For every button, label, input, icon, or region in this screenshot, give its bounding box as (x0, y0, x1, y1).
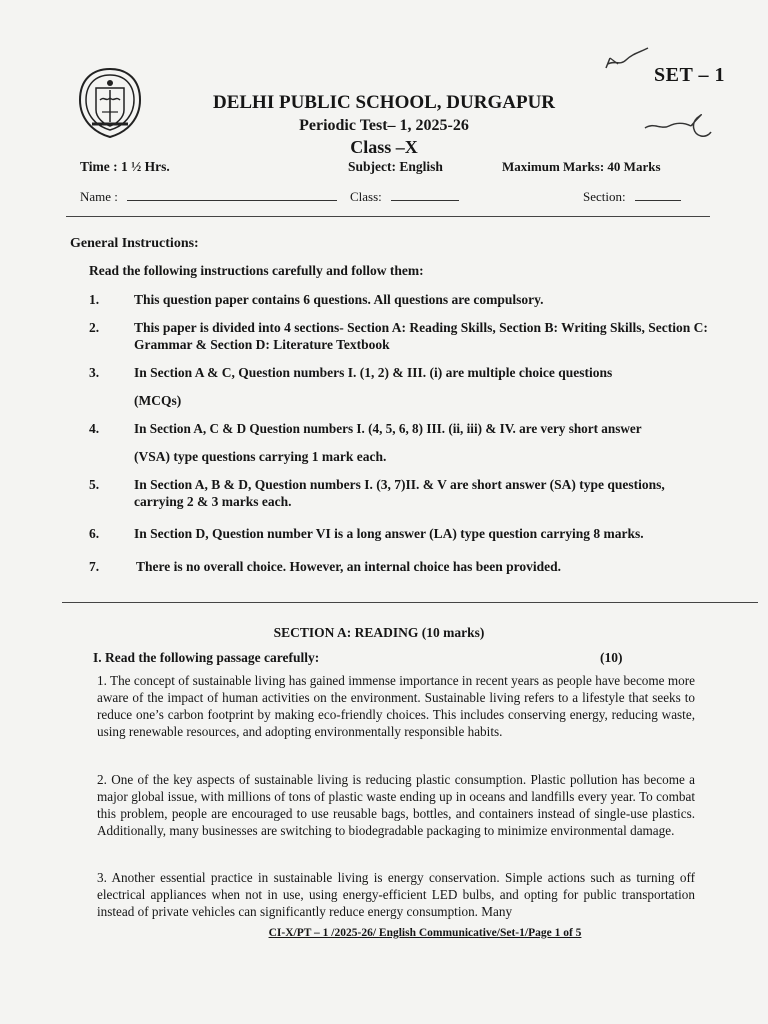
question-one-prompt: I. Read the following passage carefully: (93, 650, 320, 665)
instruction-number: 2. (89, 320, 100, 335)
passage-paragraph: 1. The concept of sustainable living has gained immense importance in recent years as people have become more aware of the impact of human activities on the environment. Sustainable living refers to a lifestyle that seeks to reduce one’s carbon footprint by making eco-friendly choices. This includes conserving energy, reducing waste, using renewable resources, and adopting environmentally responsible habits. (97, 673, 695, 739)
handwritten-tick-mark (600, 46, 656, 74)
passage-paragraph: 2. One of the key aspects of sustainable living is reducing plastic consumption. Plastic pollution has become a major global issue, with millions of tons of plastic waste ending up in oceans and landfills every year. To combat this problem, people are encouraged to use reusable bags, bottles, and containers instead of single-use plastics. Additionally, many businesses are switching to biodegradable packaging to minimize environmental damage. (97, 772, 695, 838)
instruction-text: In Section A, C & D Question numbers I. (4, 5, 6, 8) III. (ii, iii) & IV. are very short answer (134, 421, 642, 436)
page-footer: CI-X/PT – 1 /2025-26/ English Communicative/Set-1/Page 1 of 5 (268, 927, 582, 939)
max-marks-label: Maximum Marks: 40 Marks (502, 159, 661, 174)
class-field (350, 189, 459, 205)
instruction-text: In Section A & C, Question numbers I. (1, 2) & III. (i) are multiple choice questions (134, 365, 613, 380)
instruction-text: There is no overall choice. However, an internal choice has been provided. (136, 559, 561, 574)
name-field (80, 189, 337, 205)
exam-title: Periodic Test– 1, 2025-26 (299, 117, 469, 134)
instruction-number: 3. (89, 365, 100, 380)
header-divider (66, 216, 710, 217)
section-field (583, 189, 681, 205)
subject-label: Subject: English (348, 159, 443, 174)
section-blank (635, 190, 681, 201)
instruction-number: 5. (89, 477, 100, 492)
instruction-number: 1. (89, 292, 100, 307)
time-label: Time : 1 ½ Hrs. (80, 159, 170, 174)
school-name: DELHI PUBLIC SCHOOL, DURGAPUR (212, 92, 556, 113)
instruction-text: In Section A, B & D, Question numbers I. (3, 7)II. & V are short answer (SA) type questions, carrying 2 & 3 marks each. (134, 477, 665, 509)
question-one-marks: (10) (600, 650, 623, 665)
instructions-intro: Read the following instructions carefully and follow them: (89, 263, 424, 278)
handwritten-initial-mark (643, 108, 713, 144)
section-label: Section: (583, 189, 626, 204)
general-instructions-heading: General Instructions: (70, 236, 199, 251)
instruction-text: (VSA) type questions carrying 1 mark each. (134, 449, 387, 464)
instructions-divider (62, 602, 758, 603)
class-blank (391, 190, 459, 201)
set-label: SET – 1 (654, 64, 725, 86)
instruction-number: 6. (89, 526, 100, 541)
instruction-text: In Section D, Question number VI is a long answer (LA) type question carrying 8 marks. (134, 526, 644, 541)
class-title: Class –X (350, 137, 418, 157)
instruction-number: 7. (89, 559, 100, 574)
instruction-text: This question paper contains 6 questions. All questions are compulsory. (134, 292, 544, 307)
name-blank (127, 190, 337, 201)
instruction-text: (MCQs) (134, 393, 182, 408)
instruction-number: 4. (89, 421, 100, 436)
section-a-title: SECTION A: READING (10 marks) (273, 625, 485, 640)
passage-paragraph: 3. Another essential practice in sustainable living is energy conservation. Simple actions such as turning off electrical appliances when not in use, using energy-efficient LED bulbs, and opting for public transportation instead of private vehicles can significantly reduce energy consumption. Many (97, 870, 695, 919)
class-label: Class: (350, 189, 382, 204)
name-label: Name : (80, 189, 118, 204)
instruction-text: This paper is divided into 4 sections- Section A: Reading Skills, Section B: Writing Skills, Section C: Grammar & Section D: Literature Textbook (134, 320, 708, 352)
